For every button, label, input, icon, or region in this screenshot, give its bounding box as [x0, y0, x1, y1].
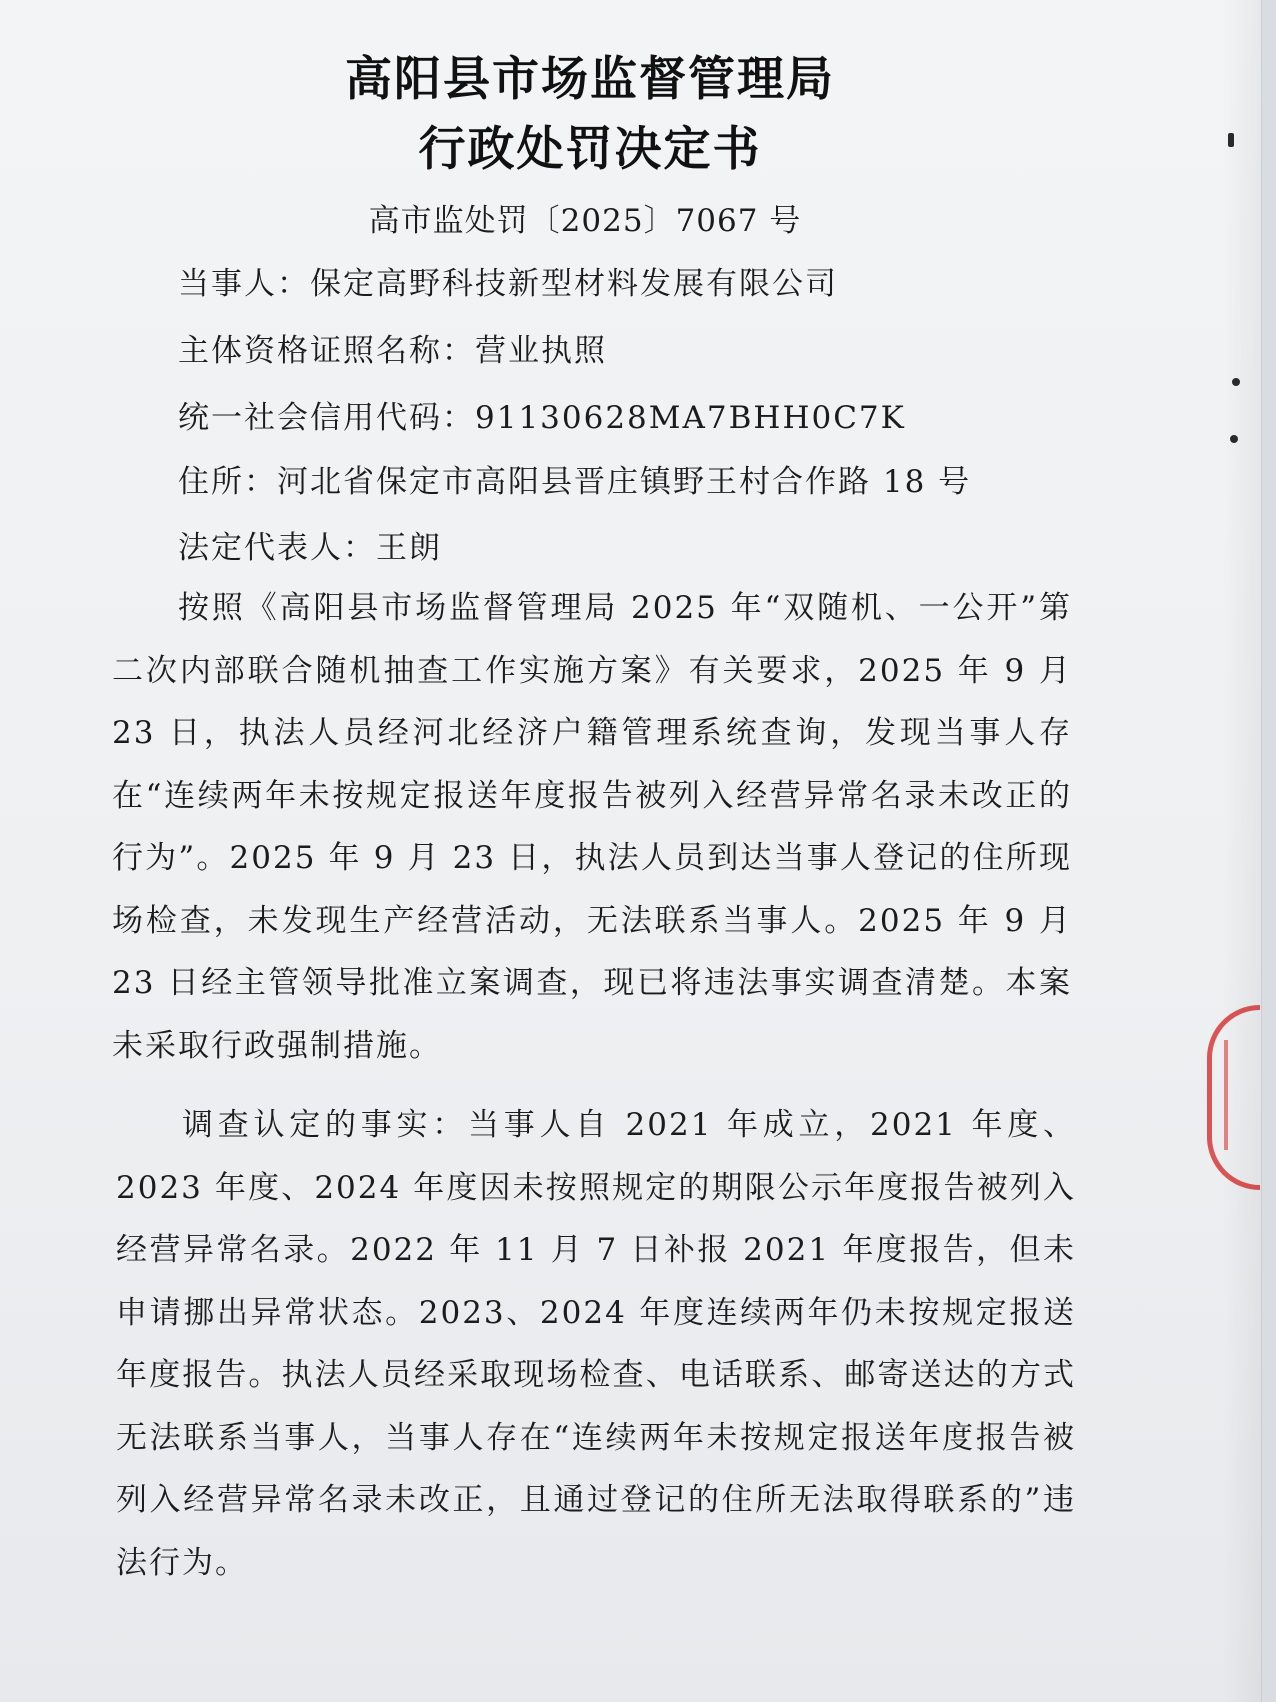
credit-code-field: 统一社会信用代码：91130628MA7BHH0C7K: [178, 400, 906, 436]
document-title-agency: 高阳县市场监督管理局: [345, 52, 835, 107]
binding-hole-mark: [1230, 435, 1238, 443]
address-field: 住所：河北省保定市高阳县晋庄镇野王村合作路 18 号: [178, 464, 972, 500]
case-background-paragraph: 按照《高阳县市场监督管理局 2025 年“双随机、一公开”第二次内部联合随机抽查工作实施方案》有关要求，2025 年 9 月 23 日，执法人员经河北经济户籍管理系统查询，发现当事人存在“连续两年未按规定报送年度报告被列入经营异常名录未改正的行为”。2025 年 9 月 23 日，执法人员到达当事人登记的住所现场检查，未发现生产经营活动，无法联系当事人。2025 年 9 月 23 日经主管领导批准立案调查，现已将违法事实调查清楚。本案未采取行政强制措施。: [112, 590, 1072, 1064]
edge-mark: [1228, 133, 1234, 147]
binding-hole-mark: [1232, 378, 1240, 386]
party-name-field: 当事人：保定高野科技新型材料发展有限公司: [178, 266, 838, 302]
findings-of-fact-paragraph: 调查认定的事实：当事人自 2021 年成立，2021 年度、2023 年度、2024 年度因未按照规定的期限公示年度报告被列入经营异常名录。2022 年 11 月 7 日补报 2021 年度报告，但未申请挪出异常状态。2023、2024 年度连续两年仍未按规定报送年度报告。执法人员经采取现场检查、电话联系、邮寄送达的方式无法联系当事人，当事人存在“连续两年未按规定报送年度报告被列入经营异常名录未改正，且通过登记的住所无法取得联系的”违法行为。: [116, 1107, 1076, 1581]
license-name-field: 主体资格证照名称：营业执照: [178, 333, 607, 369]
document-title-type: 行政处罚决定书: [418, 122, 762, 177]
official-seal-partial: [1207, 1005, 1260, 1190]
legal-representative-field: 法定代表人：王朗: [178, 530, 442, 566]
underlying-page-edge: [1261, 0, 1276, 1702]
document-number: 高市监处罚〔2025〕7067 号: [368, 203, 802, 239]
